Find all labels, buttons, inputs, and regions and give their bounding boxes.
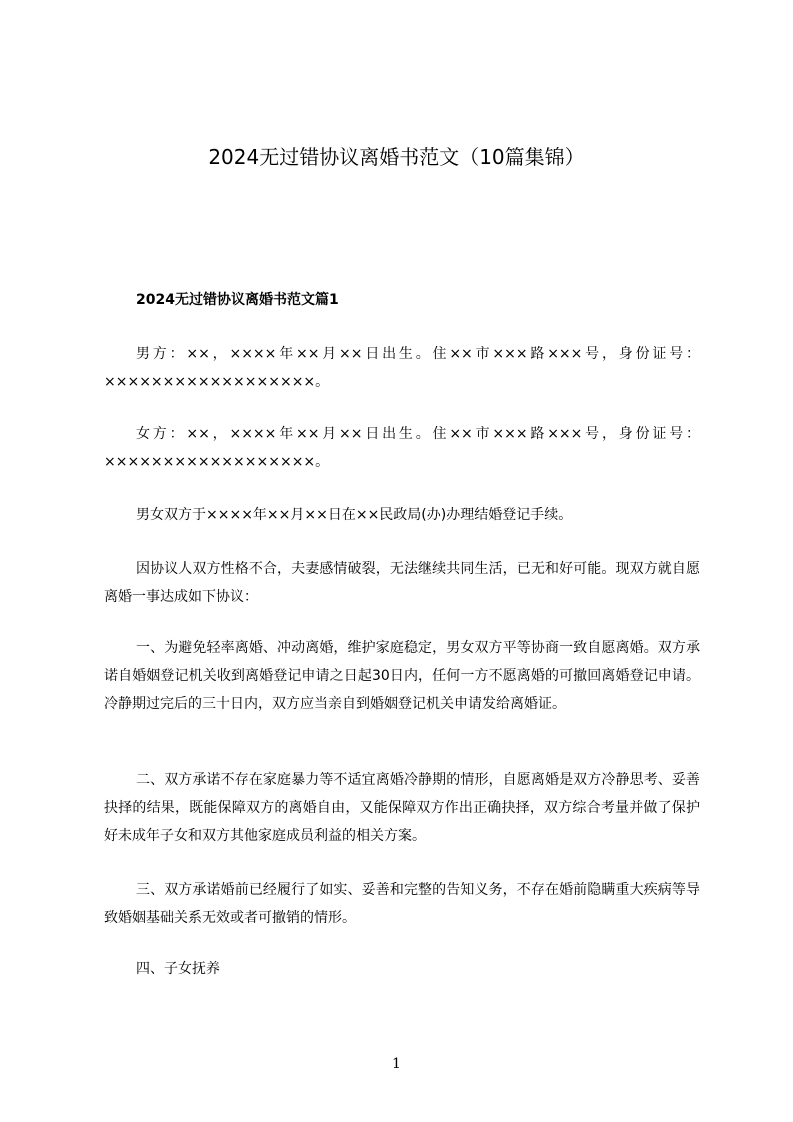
paragraph-clause-three: 三、双方承诺婚前已经履行了如实、妥善和完整的告知义务，不存在婚前隐瞒重大疾病等导致婚姻基础关系无效或者可撤销的情形。 — [104, 882, 700, 926]
section-heading: 2024无过错协议离婚书范文篇1 — [136, 292, 339, 308]
page-number: 1 — [392, 1056, 401, 1072]
paragraph-male-party: 男方：××，××××年××月××日出生。住××市×××路×××号，身份证号：××××××××××××××××××。 — [104, 346, 700, 390]
document-title: 2024无过错协议离婚书范文（10篇集锦） — [208, 145, 585, 169]
paragraph-marriage-registration: 男女双方于××××年××月××日在××民政局(办)办理结婚登记手续。 — [136, 507, 573, 523]
paragraph-clause-one: 一、为避免轻率离婚、冲动离婚，维护家庭稳定，男女双方平等协商一致自愿离婚。双方承诺自婚姻登记机关收到离婚登记申请之日起30日内，任何一方不愿离婚的可撤回离婚登记申请。冷静期过完后的三十日内，双方应当亲自到婚姻登记机关申请发给离婚证。 — [104, 640, 700, 712]
paragraph-female-party: 女方：××，××××年××月××日出生。住××市×××路×××号，身份证号：××××××××××××××××××。 — [104, 426, 700, 470]
paragraph-divorce-reason: 因协议人双方性格不合，夫妻感情破裂，无法继续共同生活，已无和好可能。现双方就自愿离婚一事达成如下协议： — [104, 561, 700, 605]
paragraph-clause-four-heading: 四、子女抚养 — [136, 961, 220, 977]
paragraph-clause-two: 二、双方承诺不存在家庭暴力等不适宜离婚冷静期的情形，自愿离婚是双方冷静思考、妥善抉择的结果，既能保障双方的离婚自由，又能保障双方作出正确抉择，双方综合考量并做了保护好未成年子女和双方其他家庭成员利益的相关方案。 — [104, 772, 700, 844]
